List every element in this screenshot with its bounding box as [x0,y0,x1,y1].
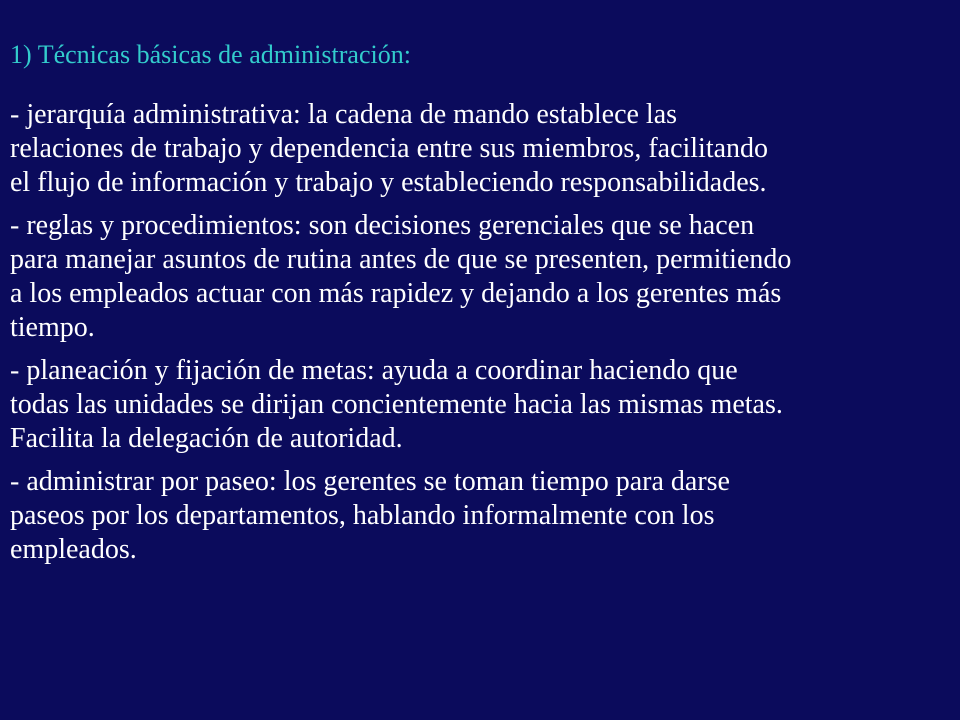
text-line: empleados. [10,534,137,565]
paragraph-paseo [10,465,930,567]
text-line: Facilita la delegación de autoridad. [10,423,403,454]
text-line: - administrar por paseo: los gerentes se toman tiempo para darse [10,466,730,497]
text-line: el flujo de información y trabajo y estableciendo responsabilidades. [10,167,767,198]
text-line: - planeación y fijación de metas: ayuda a coordinar haciendo que [10,355,738,386]
text-line: a los empleados actuar con más rapidez y dejando a los gerentes más [10,278,782,309]
text-line: - reglas y procedimientos: son decisiones gerenciales que se hacen [10,210,755,241]
text-line: todas las unidades se dirijan concientemente hacia las mismas metas. [10,389,783,420]
paragraph-reglas [10,209,930,345]
paragraph-planeacion [10,354,930,456]
text-line: para manejar asuntos de rutina antes de que se presenten, permitiendo [10,244,792,275]
text-line: - jerarquía administrativa: la cadena de mando establece las [10,99,678,130]
slide-title: 1) Técnicas básicas de administración: [10,40,411,69]
text-line: tiempo. [10,312,95,343]
paragraph-jerarquia [10,98,930,200]
text-line: paseos por los departamentos, hablando informalmente con los [10,500,715,531]
text-line: relaciones de trabajo y dependencia entre sus miembros, facilitando [10,133,769,164]
